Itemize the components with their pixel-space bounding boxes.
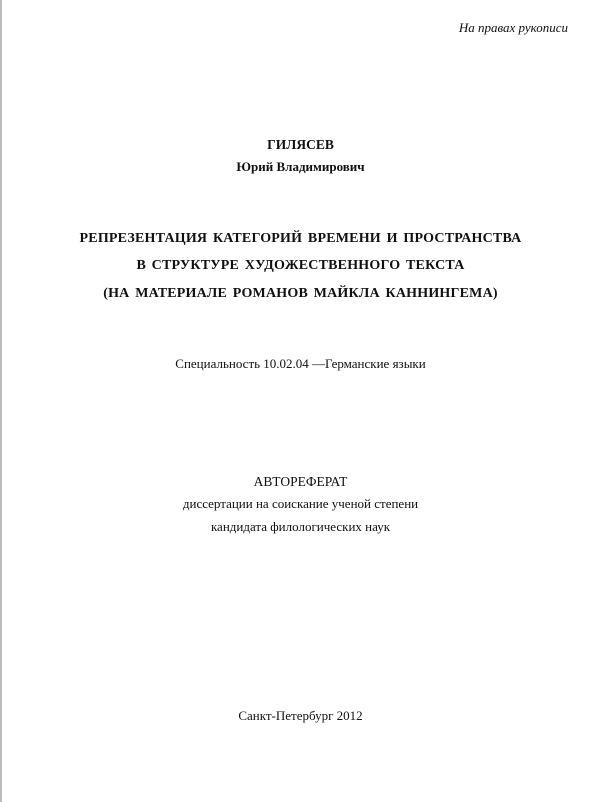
title-line-2: В СТРУКТУРЕ ХУДОЖЕСТВЕННОГО ТЕКСТА xyxy=(136,258,465,273)
rights-note: На правах рукописи xyxy=(458,20,568,35)
document-type-line-2: кандидата филологических наук xyxy=(210,519,391,534)
title-line-1: РЕПРЕЗЕНТАЦИЯ КАТЕГОРИЙ ВРЕМЕНИ И ПРОСТРАНСТВА xyxy=(79,231,522,246)
place-and-year: Санкт-Петербург 2012 xyxy=(238,708,363,723)
specialty-line: Специальность 10.02.04 —Германские языки xyxy=(175,356,426,371)
document-type-line-1: диссертации на соискание ученой степени xyxy=(182,496,419,511)
author-given-names: Юрий Владимирович xyxy=(236,159,365,174)
page-left-border xyxy=(0,0,2,802)
title-line-3: (НА МАТЕРИАЛЕ РОМАНОВ МАЙКЛА КАННИНГЕМА) xyxy=(103,286,498,301)
author-surname: ГИЛЯСЕВ xyxy=(267,137,334,152)
document-type-heading: АВТОРЕФЕРАТ xyxy=(253,474,348,489)
